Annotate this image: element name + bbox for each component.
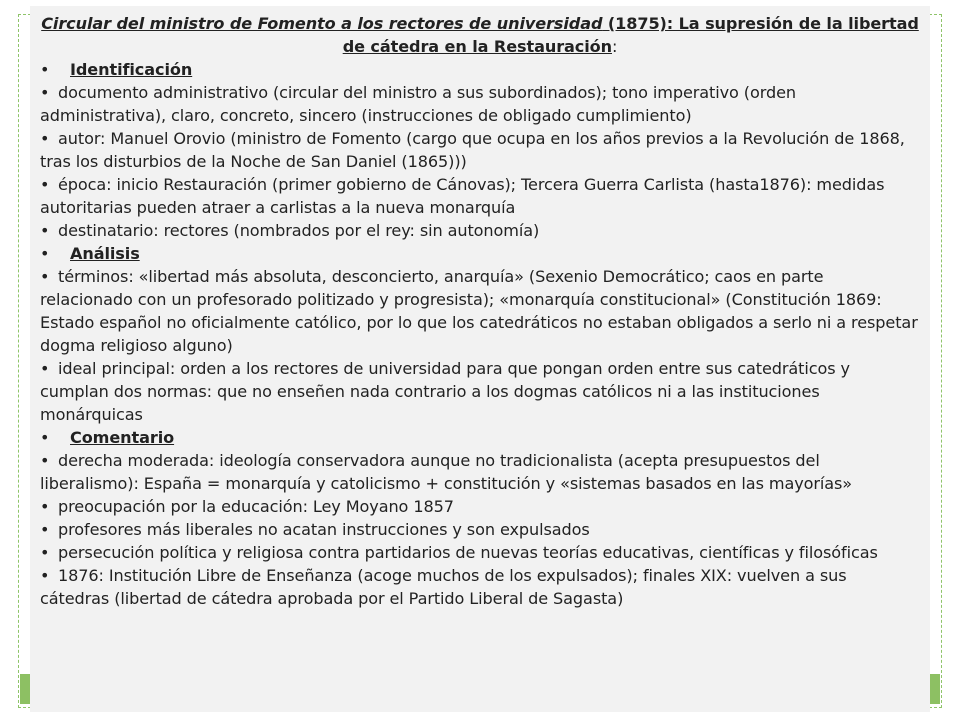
- bullet-icon: •: [40, 175, 50, 194]
- section-heading: Análisis: [70, 244, 140, 263]
- bullet-icon: •: [40, 497, 50, 516]
- title-italic-part: Circular del ministro de Fomento a los rectores de universidad: [41, 14, 603, 33]
- list-item-text: términos: «libertad más absoluta, desconcierto, anarquía» (Sexenio Democrático; caos en parte relacionado con un profesorado politizado y progresista); «monarquía constitucional» (Constitución 1869: Estado español no oficialmente católico, por lo que los catedráticos no estaban obligados a serlo ni a respetar dogma religioso alguno): [40, 267, 918, 355]
- list-item: [40, 219, 920, 242]
- list-item: [40, 495, 920, 518]
- list-item-text: 1876: Institución Libre de Enseñanza (acoge muchos de los expulsados); finales XIX: vuelven a sus cátedras (libertad de cátedra aprobada por el Partido Liberal de Sagasta): [40, 566, 847, 608]
- bullet-icon: •: [40, 428, 50, 447]
- list-item: [40, 265, 920, 357]
- list-item-text: persecución política y religiosa contra partidarios de nuevas teorías educativas, científicas y filosóficas: [58, 543, 878, 562]
- list-item-text: preocupación por la educación: Ley Moyano 1857: [58, 497, 454, 516]
- section-heading-row: [40, 426, 920, 449]
- bullet-icon: •: [40, 221, 50, 240]
- title-rest: (1875): La supresión de la libertad de cátedra en la Restauración: [342, 14, 919, 56]
- list-item: [40, 541, 920, 564]
- list-item-text: destinatario: rectores (nombrados por el rey: sin autonomía): [58, 221, 540, 240]
- list-item: [40, 449, 920, 495]
- bullet-icon: •: [40, 60, 50, 79]
- bullet-icon: •: [40, 566, 50, 585]
- sections-container: [40, 58, 920, 610]
- list-item-text: documento administrativo (circular del ministro a sus subordinados); tono imperativo (orden administrativa), claro, concreto, sincero (instrucciones de obligado cumplimiento): [40, 83, 796, 125]
- list-item-text: ideal principal: orden a los rectores de universidad para que pongan orden entre sus catedráticos y cumplan dos normas: que no enseñen nada contrario a los dogmas católicos ni a las instituciones monárquicas: [40, 359, 850, 424]
- list-item-text: época: inicio Restauración (primer gobierno de Cánovas); Tercera Guerra Carlista (hasta1876): medidas autoritarias pueden atraer a carlistas a la nueva monarquía: [40, 175, 885, 217]
- section-heading: Comentario: [70, 428, 175, 447]
- list-item: [40, 127, 920, 173]
- list-item: [40, 173, 920, 219]
- title-colon: :: [611, 37, 618, 56]
- list-item: [40, 564, 920, 610]
- section-heading-row: [40, 58, 920, 81]
- bullet-icon: •: [40, 267, 50, 286]
- section-heading: Identificación: [70, 60, 193, 79]
- slide-content: [40, 12, 920, 610]
- slide-title: [40, 12, 920, 58]
- list-item: [40, 357, 920, 426]
- list-item-text: derecha moderada: ideología conservadora aunque no tradicionalista (acepta presupuestos del liberalismo): España = monarquía y catolicismo + constitución y «sistemas basados en las mayorías»: [40, 451, 853, 493]
- bullet-icon: •: [40, 451, 50, 470]
- list-item-text: profesores más liberales no acatan instrucciones y son expulsados: [58, 520, 590, 539]
- bullet-icon: •: [40, 244, 50, 263]
- list-item: [40, 81, 920, 127]
- bullet-icon: •: [40, 520, 50, 539]
- list-item: [40, 518, 920, 541]
- bullet-icon: •: [40, 129, 50, 148]
- bullet-icon: •: [40, 543, 50, 562]
- list-item-text: autor: Manuel Orovio (ministro de Fomento (cargo que ocupa en los años previos a la Revolución de 1868, tras los disturbios de la Noche de San Daniel (1865))): [40, 129, 905, 171]
- bullet-icon: •: [40, 359, 50, 378]
- section-heading-row: [40, 242, 920, 265]
- bullet-icon: •: [40, 83, 50, 102]
